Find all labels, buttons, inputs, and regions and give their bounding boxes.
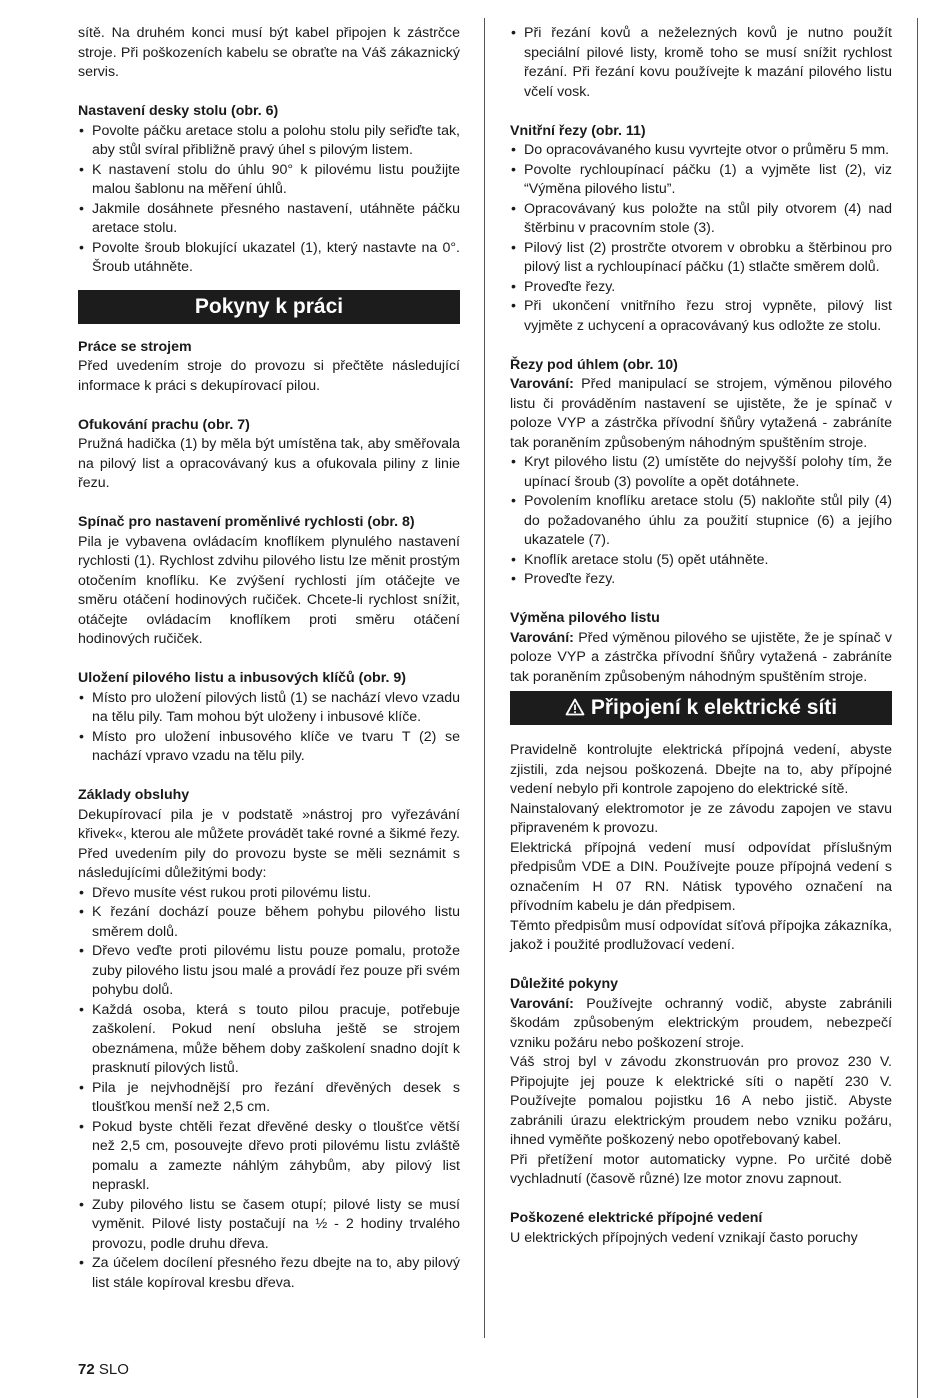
warning-body: Před manipulací se strojem, výměnou pilového listu či prováděním nastavení se ujistěte, že je spínač v poloze VYP a zástrčka přívodní šňůry vytažená - zabráníte tak poraněním způsobeným náhodným spuštěním stroje. (510, 376, 892, 451)
section-text: Pravidelně kontrolujte elektrická přípojná vedení, abyste zjistili, zda nejsou poškozená. Dbejte na to, aby přípojné vedení nebylo při kontrole zapojeno do elektrické sítě. (510, 742, 892, 797)
page-number: 72 (78, 1361, 95, 1378)
list-item: • Jakmile dosáhnete přesného nastavení, utáhněte páčku aretace stolu. (78, 200, 460, 239)
section-heading: Důležité pokyny (510, 976, 619, 992)
section-heading: Uložení pilového listu a inbusových klíčů (obr. 9) (78, 670, 406, 686)
intro-text: sítě. Na druhém konci musí být kabel připojen k zástrčce stroje. Při poškozeních kabelu se obraťte na Váš zákaznický servis. (78, 25, 460, 80)
section-heading: Vnitřní řezy (obr. 11) (510, 122, 646, 139)
section-banner (510, 691, 892, 725)
left-column (78, 24, 460, 1293)
list-item: • Povolte šroub blokující ukazatel (1), který nastavte na 0°. Šroub utáhněte. (78, 239, 460, 278)
list-item: • Zuby pilového listu se časem otupí; pilové listy se musí vyměnit. Pilové listy postačují na ½ - 2 hodiny trvalého provozu, podle druhu dřeva. (78, 1196, 460, 1255)
section-heading: Nastavení desky stolu (obr. 6) (78, 103, 279, 119)
important-section (510, 975, 892, 1190)
list-item: • Dřevo musíte vést rukou proti pilovému listu. (78, 884, 460, 904)
speed-section (78, 513, 460, 650)
list-item: • Povolením knoflíku aretace stolu (5) nakloňte stůl pily (4) do požadovaného úhlu za použití stupnice (6) a jejího ukazatele (7). (510, 492, 892, 551)
list-item: • Povolte páčku aretace stolu a polohu stolu pily seřiďte tak, aby stůl svíral přibližně pravý úhel s pilovým listem. (78, 122, 460, 161)
warning-label: Varování: (510, 376, 574, 392)
section-text: Před uvedením stroje do provozu si přečtěte následující informace k práci s dekupírovací pilou. (78, 358, 460, 394)
list-item: • Místo pro uložení pilových listů (1) se nachází vlevo vzadu na tělu pily. Tam mohou být uloženy i inbusové klíče. (78, 689, 460, 728)
internal-cuts-section (510, 122, 892, 337)
list-item: • Do opracovávaného kusu vyvrtejte otvor o průměru 5 mm. (510, 141, 892, 161)
banner-title: Připojení k elektrické síti (590, 696, 838, 719)
blade-replacement-section (510, 609, 892, 687)
warning-label: Varování: (510, 629, 574, 646)
section-heading: Řezy pod úhlem (obr. 10) (510, 356, 678, 373)
warning-body: Používejte ochranný vodič, abyste zabránili škodám způsobeným elektrickým proudem, nebezpečí vzniku požáru nebo poškození stroje. (510, 995, 893, 1051)
basics-section (78, 786, 460, 1293)
list-item: • K nastavení stolu do úhlu 90° k pilovému listu použijte malou šablonu na měření úhlů. (78, 161, 460, 200)
section-text: Nainstalovaný elektromotor je ze závodu zapojen ve stavu připraveném k provozu. (510, 800, 892, 836)
warning-label: Varování: (510, 995, 574, 1012)
warning-triangle-icon (565, 698, 585, 716)
list-item: • Každá osoba, která s touto pilou pracuje, potřebuje zaškolení. Pokud není obsluha ještě se strojem obeznámena, může během doby zaškolení snadno dojít k prasknutí pilových listů. (78, 1001, 460, 1079)
list-item: • Dřevo veďte proti pilovému listu pouze pomalu, protože zuby pilového listu jsou malé a provádí řez pouze při svém pohybu dolů. (78, 942, 460, 1001)
language-code: SLO (98, 1361, 129, 1378)
electric-section (510, 741, 892, 956)
section-text: Elektrická přípojná vedení musí odpovídat příslušným předpisům VDE a DIN. Používejte pouze přípojná vedení s označením H 07 RN. Nátisk typového označení na přívodním kabelu je dán předpisem. (510, 839, 892, 914)
damaged-cable-section (510, 1209, 892, 1248)
section-heading: Ofukování prachu (obr. 7) (78, 416, 250, 433)
page-footer (78, 1361, 129, 1378)
bullet-list (78, 122, 460, 278)
list-item: • K řezání dochází pouze během pohybu pilového listu směrem dolů. (78, 903, 460, 942)
warning-text (510, 995, 892, 1054)
working-section (78, 338, 460, 397)
dust-section (78, 416, 460, 494)
section-text: Pila je vybavena ovládacím knoflíkem plynulého nastavení rychlosti (1). Rychlost zdvihu pilového listu lze měnit prostým otočením knoflíku. Ke zvýšení rychlosti jím otáčejte ve směru otáčení hodinových ručiček. Chcete-li rychlost snížit, otáčejte ovládacím knoflíkem proti směru otáčení hodinových ručiček. (78, 533, 460, 647)
table-setting-section (78, 102, 460, 278)
right-margin-line (917, 18, 918, 1398)
list-item: • Pokud byste chtěli řezat dřevěné desky o tloušťce větší než 2,5 cm, posouvejte dřevo proti pilovému listu zvláště pomalu a zamezte náhlým záhybům, aby pilový list nepraskl. (78, 1118, 460, 1196)
section-text: U elektrických přípojných vedení vznikají často poruchy (510, 1229, 858, 1246)
list-item: • Pilový list (2) prostrčte otvorem v obrobku a štěrbinou pro pilový list a rychloupínací páčku (1) stlačte směrem dolů. (510, 239, 892, 278)
section-heading: Spínač pro nastavení proměnlivé rychlosti (obr. 8) (78, 514, 415, 530)
bullet-list (510, 141, 892, 336)
warning-body: Před výměnou pilového se ujistěte, že je spínač v poloze VYP a zástrčka přívodní šňůry vytažená - zabráníte tak poraněním způsobeným náhodným spuštěním stroje. (510, 629, 892, 685)
bullet-list (78, 884, 460, 1294)
bullet-list (510, 453, 892, 590)
section-heading: Základy obsluhy (78, 787, 190, 803)
list-item: • Místo pro uložení inbusového klíče ve tvaru T (2) se nachází vpravo vzadu na tělu pily. (78, 728, 460, 767)
section-text: Pružná hadička (1) by měla být umístěna tak, aby směřovala na pilový list a opracovávaný kus a ofukovala piliny z linie řezu. (78, 436, 460, 491)
section-text: Váš stroj byl v závodu zkonstruován pro provoz 230 V. Připojujte jej pouze k elektrické síti o napětí 230 V. Používejte pomalou pojistku 16 A nebo jistič. Abyste zabránili úrazu elektrickým proudem nebo vzniku požáru, ihned vyměňte poškozený nebo opotřebovaný kabel. (510, 1054, 892, 1148)
storage-section (78, 669, 460, 767)
list-item: • Za účelem docílení přesného řezu dbejte na to, aby pilový list stále kopíroval kresbu dřeva. (78, 1254, 460, 1293)
column-divider (484, 18, 485, 1338)
section-heading: Práce se strojem (78, 338, 192, 355)
section-text: Těmto předpisům musí odpovídat síťová přípojka zákazníka, jakož i použité prodlužovací vedení. (510, 917, 892, 953)
right-column (510, 24, 892, 1248)
warning-text (510, 629, 892, 688)
list-item: • Opracovávaný kus položte na stůl pily otvorem (4) nad štěrbinu v pracovním stole (3). (510, 200, 892, 239)
bullet-list (510, 24, 892, 102)
list-item: • Povolte rychloupínací páčku (1) a vyjměte list (2), viz “Výměna pilového listu”. (510, 161, 892, 200)
list-item: • Pila je nejvhodnější pro řezání dřevěných desek s tloušťkou menší než 2,5 cm. (78, 1079, 460, 1118)
warning-text (510, 375, 892, 453)
list-item: • Knoflík aretace stolu (5) opět utáhněte. (510, 551, 892, 571)
list-item: • Při řezání kovů a neželezných kovů je nutno použít speciální pilové listy, kromě toho se musí snížit rychlost řezání. Při řezání kovu používejte k mazání pilového listu včelí vosk. (510, 24, 892, 102)
section-text: Dekupírovací pila je v podstatě »nástroj pro vyřezávání křivek«, kterou ale můžete provádět také rovné a šikmé řezy. Před uvedením pily do provozu byste se měli seznámit s následujícími důležitými body: (78, 806, 460, 881)
list-item: • Proveďte řezy. (510, 278, 892, 298)
section-heading: Poškozené elektrické přípojné vedení (510, 1210, 763, 1226)
section-text: Při přetížení motor automaticky vypne. Po určité době vychladnutí (časově různé) lze motor znovu zapnout. (510, 1151, 892, 1187)
bullet-list (78, 689, 460, 767)
angle-cuts-section (510, 356, 892, 590)
section-heading: Výměna pilového listu (510, 610, 660, 626)
list-item: • Kryt pilového listu (2) umístěte do nejvyšší polohy tím, že upínací šroub (3) povolíte a opět dotáhnete. (510, 453, 892, 492)
list-item: • Proveďte řezy. (510, 570, 892, 590)
section-banner: Pokyny k práci (78, 290, 460, 324)
list-item: • Při ukončení vnitřního řezu stroj vypněte, pilový list vyjměte z uchycení a opracovávaný kus odložte ze stolu. (510, 297, 892, 336)
